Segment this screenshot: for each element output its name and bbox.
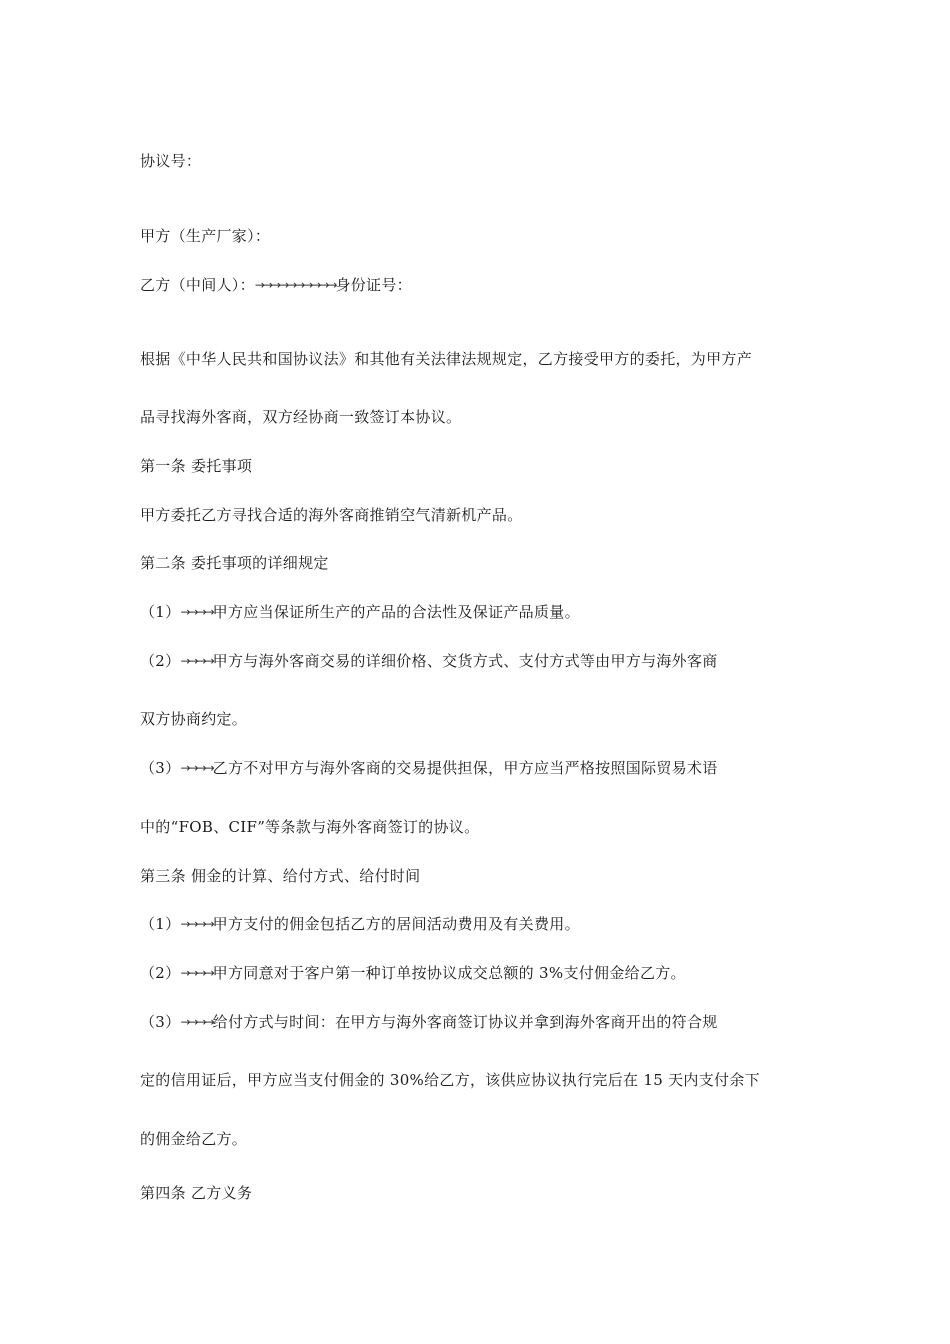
clause-text: 给付方式与时间：在甲方与海外客商签订协议并拿到海外客商开出的符合规 [212,1013,718,1031]
tab-arrows: →→→→ [180,654,213,668]
clause-text: 乙方不对甲方与海外客商的交易提供担保，甲方应当严格按照国际贸易术语 [212,759,718,777]
tab-arrows: →→→→ [180,1015,213,1029]
clause-number: （2） [140,964,181,982]
clause-number: （3） [140,1013,181,1031]
id-number-label: 身份证号： [335,276,412,294]
agreement-number-label: 协议号： [140,152,202,170]
tab-arrows: →→→→ [180,966,213,980]
clause-number: （2） [140,652,181,670]
article-2-clause-1 [140,602,580,622]
party-a-label: 甲方（生产厂家）： [140,227,271,245]
article-3-clause-1 [140,914,580,934]
article-4-heading: 第四条 乙方义务 [140,1184,253,1202]
article-2-heading: 第二条 委托事项的详细规定 [140,554,329,572]
article-3-clause-2 [140,963,686,983]
party-b-line [140,275,412,295]
clause-text: 甲方同意对于客户第一种订单按协议成交总额的 3%支付佣金给乙方。 [212,964,686,982]
article-2-clause-2-cont: 双方协商约定。 [140,710,248,728]
clause-text: 甲方应当保证所生产的产品的合法性及保证产品质量。 [212,603,580,621]
article-3-clause-3-cont-2: 的佣金给乙方。 [140,1130,248,1148]
tab-arrows: →→→→ [180,605,213,619]
preamble-line-2: 品寻找海外客商，双方经协商一致签订本协议。 [140,408,462,426]
article-3-clause-3-cont-1: 定的信用证后，甲方应当支付佣金的 30%给乙方，该供应协议执行完后在 15 天内支付余下 [140,1071,760,1089]
clause-text: 甲方与海外客商交易的详细价格、交货方式、支付方式等由甲方与海外客商 [212,652,718,670]
tab-arrows: →→→→ [180,761,213,775]
clause-number: （3） [140,759,181,777]
article-2-clause-3-cont: 中的“FOB、CIF”等条款与海外客商签订的协议。 [140,818,480,836]
party-b-label: 乙方（中间人）： [140,276,255,294]
clause-text: 甲方支付的佣金包括乙方的居间活动费用及有关费用。 [212,915,580,933]
article-2-clause-2 [140,651,718,671]
article-3-heading: 第三条 佣金的计算、给付方式、给付时间 [140,867,421,885]
article-3-clause-3 [140,1012,718,1032]
article-1-body: 甲方委托乙方寻找合适的海外客商推销空气清新机产品。 [140,506,523,524]
clause-number: （1） [140,915,181,933]
clause-number: （1） [140,603,181,621]
preamble-line-1: 根据《中华人民共和国协议法》和其他有关法律法规规定，乙方接受甲方的委托，为甲方产 [140,350,753,368]
article-1-heading: 第一条 委托事项 [140,457,253,475]
tab-arrows: →→→→→→→→→→ [254,278,336,292]
tab-arrows: →→→→ [180,917,213,931]
article-2-clause-3 [140,758,718,778]
